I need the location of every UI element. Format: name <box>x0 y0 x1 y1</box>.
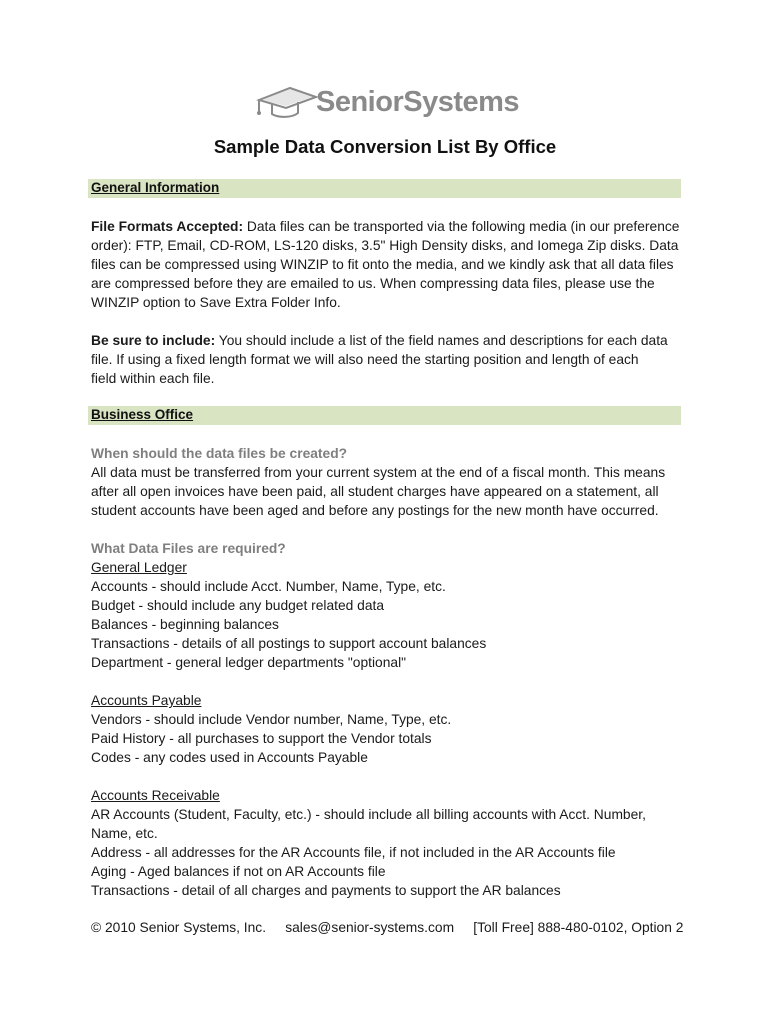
subheading-general-ledger: General Ledger <box>91 560 187 575</box>
section-band-business <box>88 406 681 425</box>
footer: © 2010 Senior Systems, Inc. sales@senior-systems.com [Toll Free] 888-480-0102, Option 2 <box>91 920 684 935</box>
paragraph-line <box>91 331 691 350</box>
list-item: Aging - Aged balances if not on AR Accounts file <box>91 864 386 879</box>
list-item: AR Accounts (Student, Faculty, etc.) - should include all billing accounts with Acct. Number, <box>91 807 646 822</box>
list-item: Transactions - detail of all charges and payments to support the AR balances <box>91 883 561 898</box>
list-item: Accounts - should include Acct. Number, Name, Type, etc. <box>91 579 446 594</box>
section-band-general <box>88 179 681 198</box>
question-heading: What Data Files are required? <box>91 541 286 556</box>
section-heading-general: General Information <box>91 180 220 195</box>
list-item: Name, etc. <box>91 826 158 841</box>
graduation-cap-icon <box>256 80 318 124</box>
list-item: Vendors - should include Vendor number, Name, Type, etc. <box>91 712 452 727</box>
subheading-accounts-receivable: Accounts Receivable <box>91 788 220 803</box>
list-item: Balances - beginning balances <box>91 617 279 632</box>
paragraph-line: file. If using a fixed length format we will also need the starting position and length of each <box>91 352 639 367</box>
paragraph-line: files can be compressed using WINZIP to fit onto the media, and we kindly ask that all data files <box>91 257 674 272</box>
list-item: Transactions - details of all postings to support account balances <box>91 636 487 651</box>
formats-label: File Formats Accepted: <box>91 219 244 234</box>
include-text: You should include a list of the field names and descriptions for each data <box>215 333 668 348</box>
paragraph-line: after all open invoices have been paid, all student charges have appeared on a statement, all <box>91 484 659 499</box>
logo-text: SeniorSystems <box>316 85 520 118</box>
paragraph-line: order): FTP, Email, CD-ROM, LS-120 disks, 3.5" High Density disks, and Iomega Zip disks. Data <box>91 238 679 253</box>
formats-text: Data files can be transported via the following media (in our preference <box>243 219 680 234</box>
include-label: Be sure to include: <box>91 333 216 348</box>
paragraph-line: All data must be transferred from your current system at the end of a fiscal month. This means <box>91 465 666 480</box>
list-item: Address - all addresses for the AR Accounts file, if not included in the AR Accounts file <box>91 845 616 860</box>
list-item: Codes - any codes used in Accounts Payable <box>91 750 368 765</box>
paragraph-line: are compressed before they are emailed to us. When compressing data files, please use the <box>91 276 655 291</box>
page-title: Sample Data Conversion List By Office <box>213 136 557 157</box>
subheading-accounts-payable: Accounts Payable <box>91 693 202 708</box>
list-item: Paid History - all purchases to support the Vendor totals <box>91 731 432 746</box>
company-logo <box>256 78 518 126</box>
paragraph-line: field within each file. <box>91 371 215 386</box>
section-heading-business: Business Office <box>91 407 194 422</box>
paragraph-line: WINZIP option to Save Extra Folder Info. <box>91 295 341 310</box>
paragraph-line: student accounts have been aged and before any postings for the new month have occurred. <box>91 503 659 518</box>
question-heading: When should the data files be created? <box>91 446 348 461</box>
list-item: Department - general ledger departments "optional" <box>91 655 407 670</box>
paragraph-line <box>91 217 691 236</box>
list-item: Budget - should include any budget related data <box>91 598 385 613</box>
